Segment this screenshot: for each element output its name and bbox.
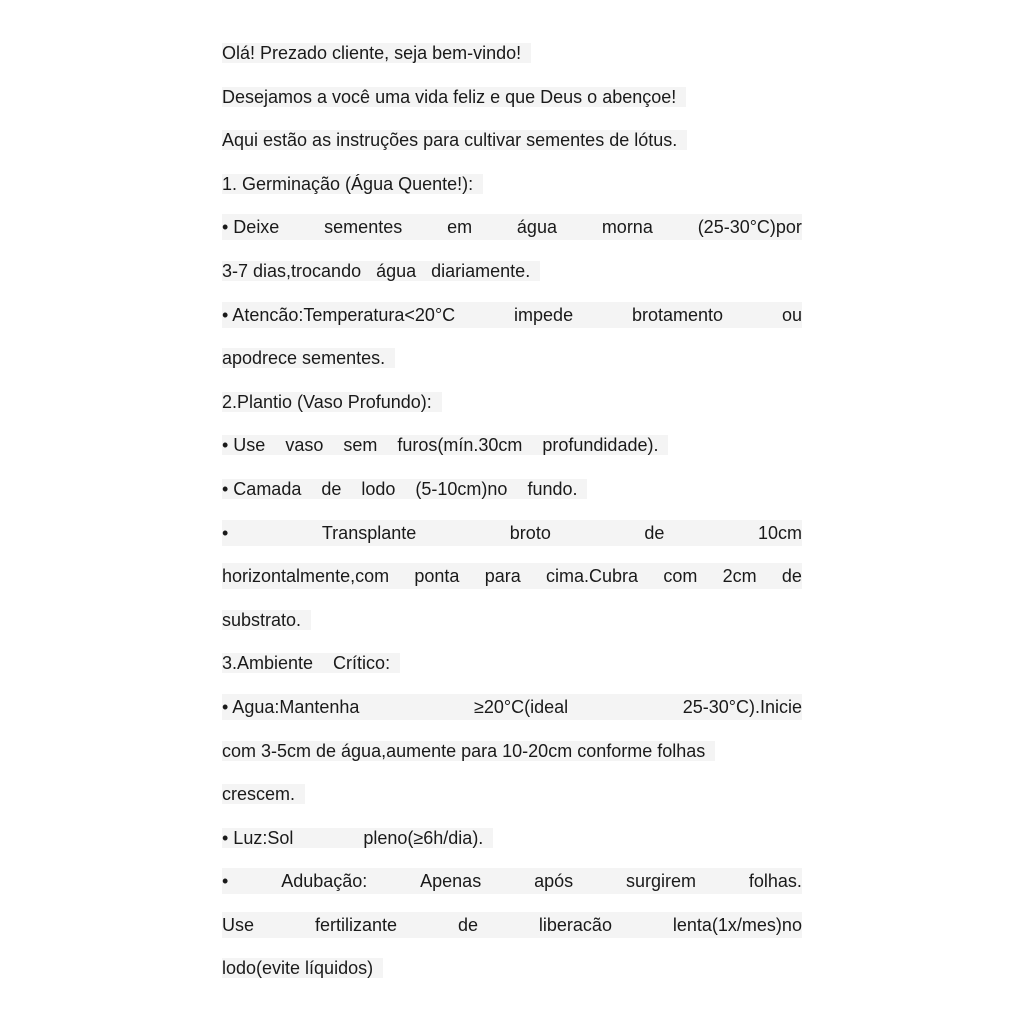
word: broto bbox=[509, 522, 551, 543]
section1-bullet2-line1 bbox=[222, 302, 802, 346]
section3-bullet3-line3 bbox=[222, 955, 802, 999]
word: cima.Cubra bbox=[546, 566, 639, 587]
word: morna bbox=[601, 217, 653, 238]
section3-bullet3-line2 bbox=[222, 912, 802, 956]
section3-bullet1-end: crescem. bbox=[222, 784, 305, 804]
word: de bbox=[781, 566, 802, 587]
word: ponta bbox=[414, 566, 460, 587]
section1-bullet1-continuation: 3-7 dias,trocando água diariamente. bbox=[222, 261, 540, 281]
word: brotamento bbox=[632, 304, 724, 325]
section3-bullet2: • Luz:Sol pleno(≥6h/dia). bbox=[222, 828, 493, 848]
section2-title: 2.Plantio (Vaso Profundo): bbox=[222, 392, 442, 412]
section2-bullet3-line2 bbox=[222, 563, 802, 607]
section3-bullet1-continuation: com 3-5cm de água,aumente para 10-20cm conforme folhas bbox=[222, 741, 715, 761]
word: 10cm bbox=[757, 522, 802, 543]
section1-bullet1-line1 bbox=[222, 214, 802, 258]
word: ou bbox=[781, 304, 802, 325]
word: Adubação: bbox=[281, 871, 368, 892]
section3-bullet3-line1 bbox=[222, 868, 802, 912]
section2-bullet1: • Use vaso sem furos(mín.30cm profundidade). bbox=[222, 435, 668, 455]
section3-title-line bbox=[222, 650, 802, 694]
word: surgirem bbox=[626, 871, 697, 892]
section1-bullet2-line2 bbox=[222, 345, 802, 389]
word: para bbox=[484, 566, 521, 587]
word: impede bbox=[514, 304, 574, 325]
section2-bullet2: • Camada de lodo (5-10cm)no fundo. bbox=[222, 479, 587, 499]
word: após bbox=[534, 871, 574, 892]
word: lenta(1x/mes)no bbox=[672, 914, 802, 935]
section2-bullet1-line bbox=[222, 432, 802, 476]
word: Transplante bbox=[321, 522, 417, 543]
section1-bullet1-line2 bbox=[222, 258, 802, 302]
word: (25-30°C)por bbox=[697, 217, 802, 238]
word: • bbox=[222, 522, 229, 543]
word: • Agua:Mantenha bbox=[222, 696, 360, 717]
word: de bbox=[644, 522, 665, 543]
word: fertilizante bbox=[314, 914, 397, 935]
word: folhas. bbox=[748, 871, 802, 892]
section1-title: 1. Germinação (Água Quente!): bbox=[222, 174, 483, 194]
word: horizontalmente,com bbox=[222, 566, 390, 587]
instructions-document bbox=[222, 40, 802, 999]
word: • Deixe bbox=[222, 217, 280, 238]
section2-bullet3-line1 bbox=[222, 520, 802, 564]
greeting-text: Olá! Prezado cliente, seja bem-vindo! bbox=[222, 43, 531, 63]
word: 2cm bbox=[722, 566, 757, 587]
word: 25-30°C).Inicie bbox=[682, 696, 802, 717]
word: liberacão bbox=[538, 914, 612, 935]
section2-bullet3-line3 bbox=[222, 607, 802, 651]
section2-bullet3-end: substrato. bbox=[222, 610, 311, 630]
word: sementes bbox=[324, 217, 403, 238]
word: água bbox=[516, 217, 557, 238]
section3-title: 3.Ambiente Crítico: bbox=[222, 653, 400, 673]
blessing-text: Desejamos a você uma vida feliz e que Deus o abençoe! bbox=[222, 87, 686, 107]
section1-bullet2-continuation: apodrece sementes. bbox=[222, 348, 395, 368]
section1-title-line bbox=[222, 171, 802, 215]
section2-title-line bbox=[222, 389, 802, 433]
section3-bullet3-end: lodo(evite líquidos) bbox=[222, 958, 383, 978]
word: • Atencão:Temperatura<20°C bbox=[222, 304, 456, 325]
section3-bullet1-line2 bbox=[222, 738, 802, 782]
word: de bbox=[457, 914, 478, 935]
intro-line bbox=[222, 127, 802, 171]
section2-bullet2-line bbox=[222, 476, 802, 520]
section3-bullet1-line1 bbox=[222, 694, 802, 738]
greeting-line bbox=[222, 40, 802, 84]
word: ≥20°C(ideal bbox=[474, 696, 569, 717]
section3-bullet1-line3 bbox=[222, 781, 802, 825]
word: • bbox=[222, 871, 229, 892]
word: Use bbox=[222, 914, 255, 935]
section3-bullet2-line bbox=[222, 825, 802, 869]
word: Apenas bbox=[420, 871, 482, 892]
blessing-line bbox=[222, 84, 802, 128]
intro-text: Aqui estão as instruções para cultivar sementes de lótus. bbox=[222, 130, 687, 150]
word: em bbox=[447, 217, 473, 238]
word: com bbox=[663, 566, 698, 587]
